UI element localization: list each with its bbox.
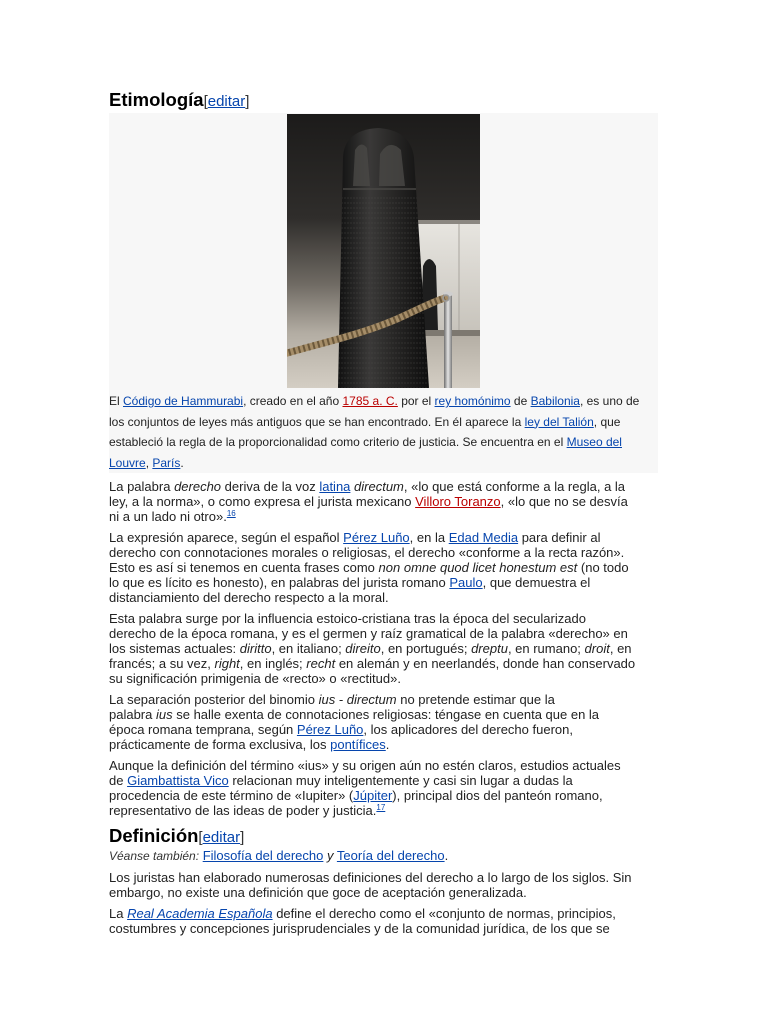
- wiki-link[interactable]: Teoría del derecho: [336, 847, 445, 863]
- text-run: define el derecho como el «conjunto de normas, principios,: [272, 905, 616, 921]
- text-run: francés; a su vez,: [109, 655, 215, 671]
- text-run: El: [109, 394, 124, 408]
- wiki-link[interactable]: París: [152, 455, 181, 470]
- edit-section: [204, 93, 250, 110]
- italic-text: non omne quod licet honestum est: [378, 559, 578, 575]
- wiki-link[interactable]: Louvre: [109, 455, 146, 470]
- italic-text: dreptu: [471, 640, 508, 656]
- text-run: , en inglés;: [239, 655, 307, 671]
- edit-link[interactable]: editar: [207, 93, 246, 110]
- text-line: [109, 737, 661, 752]
- text-run: procedencia de este término de «Iupiter» (: [109, 787, 354, 803]
- text-run: de: [510, 394, 531, 408]
- heading-title: Etimología: [109, 89, 204, 110]
- wiki-link[interactable]: pontífices: [330, 736, 386, 752]
- text-run: La separación posterior del binomio: [109, 691, 319, 707]
- thumbnail-figure: [109, 113, 658, 473]
- text-run: (no todo: [577, 559, 629, 575]
- italic-text: directum: [354, 478, 404, 494]
- text-line: [109, 656, 661, 671]
- text-run: , en portugués;: [380, 640, 472, 656]
- wiki-link[interactable]: Paulo: [449, 574, 483, 590]
- text-line: [109, 545, 661, 560]
- wiki-link[interactable]: ley del Talión: [524, 414, 594, 429]
- text-run: derecho con connotaciones morales o religiosas, el derecho «conforme a la recta razón».: [109, 544, 625, 560]
- wiki-link[interactable]: Pérez Luño: [296, 721, 364, 737]
- see-also-note: [109, 848, 661, 864]
- edit-link[interactable]: editar: [202, 828, 241, 846]
- italic-text: y: [327, 847, 334, 863]
- text-run: su significación primigenia de «recto» o «rectitud».: [109, 670, 401, 686]
- text-line: [109, 692, 661, 707]
- text-run: de: [109, 772, 128, 788]
- text-run: ni a un lado ni otro».: [109, 508, 227, 524]
- text-run: época romana temprana, según: [109, 721, 297, 737]
- heading-title: Definición: [109, 824, 199, 846]
- text-run: La: [109, 905, 128, 921]
- italic-text: right: [214, 655, 240, 671]
- text-line: [109, 641, 661, 656]
- text-line: [109, 671, 661, 686]
- red-link[interactable]: 1785 a. C.: [342, 394, 398, 408]
- text-line: [109, 494, 661, 509]
- italic-text: droit: [584, 640, 610, 656]
- text-run: , en: [609, 640, 632, 656]
- italic-text: diritto: [239, 640, 272, 656]
- text-run: se halle exenta de connotaciones religiosas: téngase en cuenta que en la: [172, 706, 600, 722]
- text-run: lo que es lícito es honesto), en palabras del jurista romano: [109, 574, 450, 590]
- reference-link[interactable]: 17: [376, 802, 386, 812]
- text-run: La expresión aparece, según el español: [109, 529, 344, 545]
- bracket-close: ]: [245, 93, 250, 110]
- text-run: , es uno de: [579, 394, 640, 408]
- text-run: ley, a la norma», o como expresa el jurista mexicano: [109, 493, 416, 509]
- text-line: [109, 611, 661, 626]
- text-run: , que: [593, 414, 621, 429]
- edit-section: [198, 829, 244, 846]
- text-line: [109, 560, 661, 575]
- text-run: La palabra: [109, 478, 175, 494]
- text-run: prácticamente de forma exclusiva, los: [109, 736, 331, 752]
- metal-post: [443, 292, 453, 389]
- text-line: [109, 575, 661, 590]
- text-line: [109, 773, 661, 788]
- text-run: Esto es así si tenemos en cuenta frases como: [109, 559, 379, 575]
- text-run: .: [385, 736, 390, 752]
- section-heading-etimologia: [109, 88, 661, 112]
- wiki-link[interactable]: Código de Hammurabi: [123, 394, 244, 408]
- text-line: [109, 412, 658, 433]
- text-run: distanciamiento del derecho respecto a la moral.: [109, 589, 389, 605]
- text-line: [109, 906, 661, 921]
- text-run: , «lo que no se desvía: [500, 493, 628, 509]
- text-run: palabra: [109, 706, 156, 722]
- text-run: , «lo que está conforme a la regla, a la: [403, 478, 626, 494]
- text-line: [109, 758, 661, 773]
- figure-caption: [109, 388, 658, 473]
- text-run: , en italiano;: [271, 640, 346, 656]
- text-line: [109, 479, 661, 494]
- wiki-link[interactable]: Real Academia Española: [127, 905, 273, 921]
- text-run: los sistemas actuales:: [109, 640, 240, 656]
- paragraph: [109, 530, 661, 605]
- text-line: [109, 921, 661, 936]
- text-run: derecho de la época romana, y es el germen y raíz gramatical de la palabra «derecho» en: [109, 625, 628, 641]
- paragraph: [109, 906, 661, 936]
- paragraph: [109, 870, 661, 900]
- italic-text: ius: [155, 706, 173, 722]
- text-line: [109, 707, 661, 722]
- text-run: los conjuntos de leyes más antiguos que se han encontrado. En él aparece la: [109, 414, 525, 429]
- italic-text: recht: [306, 655, 336, 671]
- text-run: estableció la regla de la proporcionalidad como criterio de justicia. Se encuentra en el: [109, 435, 567, 449]
- bracket-open: [: [198, 828, 203, 846]
- text-run: para definir al: [518, 529, 601, 545]
- bracket-close: ]: [240, 828, 245, 846]
- italic-text: ius - directum: [318, 691, 397, 707]
- see-also-label: Véanse también:: [109, 848, 200, 863]
- paragraph: [109, 479, 661, 524]
- text-run: Los juristas han elaborado numerosas definiciones del derecho a lo largo de los siglos. Sin: [109, 869, 632, 885]
- red-link[interactable]: Villoro Toranzo: [415, 493, 501, 509]
- text-run: .: [444, 847, 449, 863]
- text-run: , en la: [409, 529, 449, 545]
- text-run: Aunque la definición del término «ius» y su origen aún no estén claros, estudios actuales: [109, 757, 621, 773]
- paragraph: [109, 758, 661, 818]
- text-run: , creado en el año: [243, 394, 343, 408]
- wiki-link[interactable]: Museo del: [566, 435, 622, 449]
- text-line: [109, 803, 661, 818]
- paragraph: [109, 692, 661, 752]
- text-run: por el: [397, 394, 435, 408]
- text-line: [109, 870, 661, 885]
- text-run: relacionan muy inteligentemente y casi sin lugar a dudas la: [228, 772, 573, 788]
- bracket-open: [: [203, 93, 208, 110]
- text-line: [109, 788, 661, 803]
- wiki-link[interactable]: latina: [319, 478, 351, 494]
- text-line: [109, 509, 661, 524]
- wiki-link[interactable]: Pérez Luño: [343, 529, 410, 545]
- italic-text: derecho: [174, 478, 222, 494]
- section-heading-definicion: [109, 824, 661, 848]
- text-line: [109, 530, 661, 545]
- text-line: [109, 626, 661, 641]
- paragraph: [109, 611, 661, 686]
- article-content: [109, 88, 661, 942]
- text-line: [109, 590, 661, 605]
- text-run: , que demuestra el: [482, 574, 591, 590]
- hammurabi-stele-photo[interactable]: [287, 114, 480, 388]
- text-run: .: [180, 455, 184, 470]
- text-run: ,: [145, 455, 153, 470]
- wiki-link[interactable]: rey homónimo: [434, 394, 511, 408]
- text-line: [109, 848, 661, 864]
- text-run: en alemán y en neerlandés, donde han conservado: [335, 655, 636, 671]
- wiki-link[interactable]: Babilonia: [530, 394, 580, 408]
- text-line: [109, 885, 661, 900]
- text-run: , los aplicadores del derecho fueron,: [363, 721, 573, 737]
- reference-link[interactable]: 16: [226, 508, 236, 518]
- text-line: [109, 453, 658, 474]
- wiki-link[interactable]: Giambattista Vico: [127, 772, 229, 788]
- italic-text: direito: [345, 640, 381, 656]
- text-run: deriva de la voz: [221, 478, 320, 494]
- wiki-link[interactable]: Edad Media: [448, 529, 519, 545]
- text-run: , en rumano;: [507, 640, 585, 656]
- wiki-link[interactable]: Júpiter: [353, 787, 393, 803]
- text-run: costumbres y concepciones jurisprudenciales y de la comunidad jurídica, de los que se: [109, 920, 610, 936]
- text-run: representativo de las ideas de poder y justicia.: [109, 802, 377, 818]
- text-run: no pretende estimar que la: [396, 691, 555, 707]
- text-line: [109, 722, 661, 737]
- wiki-link[interactable]: Filosofía del derecho: [202, 847, 324, 863]
- text-line: [109, 391, 658, 412]
- text-line: [109, 432, 658, 453]
- text-run: ), principal dios del panteón romano,: [392, 787, 603, 803]
- text-run: Esta palabra surge por la influencia estoico-cristiana tras la época del secularizado: [109, 610, 586, 626]
- text-run: embargo, no existe una definición que goce de aceptación generalizada.: [109, 884, 527, 900]
